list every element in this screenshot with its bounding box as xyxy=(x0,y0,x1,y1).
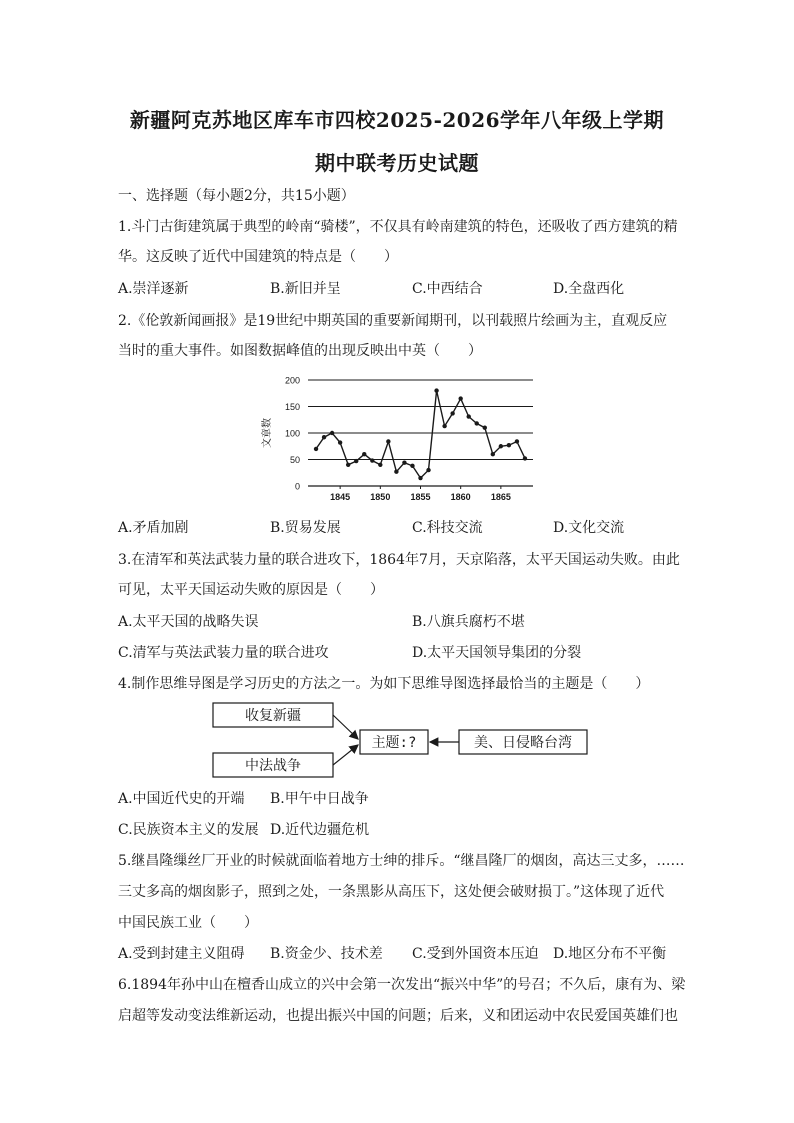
q3-option-a: A.太平天国的战略失误 xyxy=(118,614,259,630)
exam-title-line2: 期中联考历史试题 xyxy=(315,151,479,175)
mindmap-arrow-1 xyxy=(333,715,358,739)
data-point xyxy=(499,444,503,448)
x-tick-label: 1865 xyxy=(490,492,511,502)
q6-stem-line2: 启超等发动变法维新运动，也提出振兴中国的问题；后来，义和团运动中农民爱国英雄们也 xyxy=(118,1008,678,1024)
data-point xyxy=(458,396,462,400)
data-point xyxy=(523,456,527,460)
q6-stem-line1: 6.1894年孙中山在檀香山成立的兴中会第一次发出“振兴中华”的号召；不久后，康有为、梁 xyxy=(118,977,686,993)
mindmap-box3-text: 美、日侵略台湾 xyxy=(474,735,572,751)
data-point xyxy=(362,452,366,456)
q1-option-d: D.全盘西化 xyxy=(553,281,625,297)
q5-option-b: B.资金少、技术差 xyxy=(270,946,383,962)
q3-stem-line1: 3.在清军和英法武装力量的联合进攻下，1864年7月，天京陷落，太平天国运动失败。由此 xyxy=(118,552,680,568)
q5-stem-line2: 三丈多高的烟囱影子，照到之处，一条黑影从高压下，这处便会破财损丁。”这体现了近代 xyxy=(118,884,665,900)
q2-option-a: A.矛盾加剧 xyxy=(118,520,189,536)
data-point xyxy=(507,443,511,447)
data-point xyxy=(410,464,414,468)
data-point xyxy=(394,469,398,473)
q2-option-d: D.文化交流 xyxy=(553,520,625,536)
exam-title-line1: 新疆阿克苏地区库车市四校2025-2026学年八年级上学期 xyxy=(129,108,665,132)
q3-option-c: C.清军与英法武装力量的联合进攻 xyxy=(118,645,329,661)
section-heading: 一、选择题（每小题2分，共15小题） xyxy=(118,188,355,204)
data-point xyxy=(314,447,318,451)
data-point xyxy=(515,439,519,443)
data-point xyxy=(418,476,422,480)
data-point xyxy=(426,468,430,472)
mind-map-diagram xyxy=(205,697,595,782)
x-tick-label: 1855 xyxy=(410,492,431,502)
q4-option-a: A.中国近代史的开端 xyxy=(118,791,245,807)
data-point xyxy=(378,463,382,467)
data-point xyxy=(322,435,326,439)
q1-stem-line2: 华。这反映了近代中国建筑的特点是（ ） xyxy=(118,249,398,265)
q2-stem-line2: 当时的重大事件。如图数据峰值的出现反映出中英（ ） xyxy=(118,343,482,359)
article-count-chart xyxy=(258,368,538,508)
mindmap-box1-text: 收复新疆 xyxy=(245,708,301,724)
y-axis-label: 文章数 xyxy=(262,418,273,448)
data-point xyxy=(354,459,358,463)
q2-option-b: B.贸易发展 xyxy=(270,520,341,536)
data-point xyxy=(475,421,479,425)
q4-option-b: B.甲午中日战争 xyxy=(270,791,369,807)
data-point xyxy=(450,411,454,415)
x-tick-label: 1850 xyxy=(370,492,391,502)
q5-option-c: C.受到外国资本压迫 xyxy=(412,946,539,962)
data-point xyxy=(402,460,406,464)
q2-option-c: C.科技交流 xyxy=(412,520,483,536)
x-tick-label: 1860 xyxy=(450,492,471,502)
q5-option-d: D.地区分布不平衡 xyxy=(553,946,667,962)
data-point xyxy=(346,463,350,467)
x-tick-label: 1845 xyxy=(330,492,351,502)
q1-option-a: A.崇洋逐新 xyxy=(118,281,189,297)
data-point xyxy=(483,426,487,430)
q3-option-d: D.太平天国领导集团的分裂 xyxy=(412,645,582,661)
q4-option-d: D.近代边疆危机 xyxy=(270,822,370,838)
q3-option-b: B.八旗兵腐朽不堪 xyxy=(412,614,525,630)
y-tick-label: 100 xyxy=(284,428,300,439)
q1-option-c: C.中西结合 xyxy=(412,281,483,297)
data-point xyxy=(442,424,446,428)
q3-stem-line2: 可见，太平天国运动失败的原因是（ ） xyxy=(118,582,384,598)
q5-stem-line1: 5.继昌隆缫丝厂开业的时候就面临着地方士绅的排斥。“继昌隆厂的烟囱，高达三丈多，…… xyxy=(118,853,685,869)
data-point xyxy=(386,439,390,443)
q5-option-a: A.受到封建主义阻碍 xyxy=(118,946,245,962)
q5-stem-line3: 中国民族工业（ ） xyxy=(118,915,258,931)
mindmap-arrow-2 xyxy=(333,745,358,765)
data-point xyxy=(434,388,438,392)
q1-option-b: B.新旧并呈 xyxy=(270,281,341,297)
y-tick-label: 0 xyxy=(294,481,300,492)
data-point xyxy=(370,458,374,462)
q4-option-c: C.民族资本主义的发展 xyxy=(118,822,259,838)
mindmap-center-text: 主题:? xyxy=(371,735,417,751)
data-point xyxy=(330,431,334,435)
data-point xyxy=(491,452,495,456)
data-point xyxy=(338,440,342,444)
q1-stem-line1: 1.斗门古街建筑属于典型的岭南“骑楼”，不仅具有岭南建筑的特色，还吸收了西方建筑的精 xyxy=(118,219,678,235)
q2-stem-line1: 2.《伦敦新闻画报》是19世纪中期英国的重要新闻期刊，以刊载照片绘画为主，直观反应 xyxy=(118,313,668,329)
mindmap-box2-text: 中法战争 xyxy=(245,758,301,774)
y-tick-label: 200 xyxy=(284,375,300,386)
y-tick-label: 50 xyxy=(289,455,300,465)
y-tick-label: 150 xyxy=(284,402,300,412)
data-point xyxy=(467,414,471,418)
q4-stem-line1: 4.制作思维导图是学习历史的方法之一。为如下思维导图选择最恰当的主题是（ ） xyxy=(118,676,650,692)
